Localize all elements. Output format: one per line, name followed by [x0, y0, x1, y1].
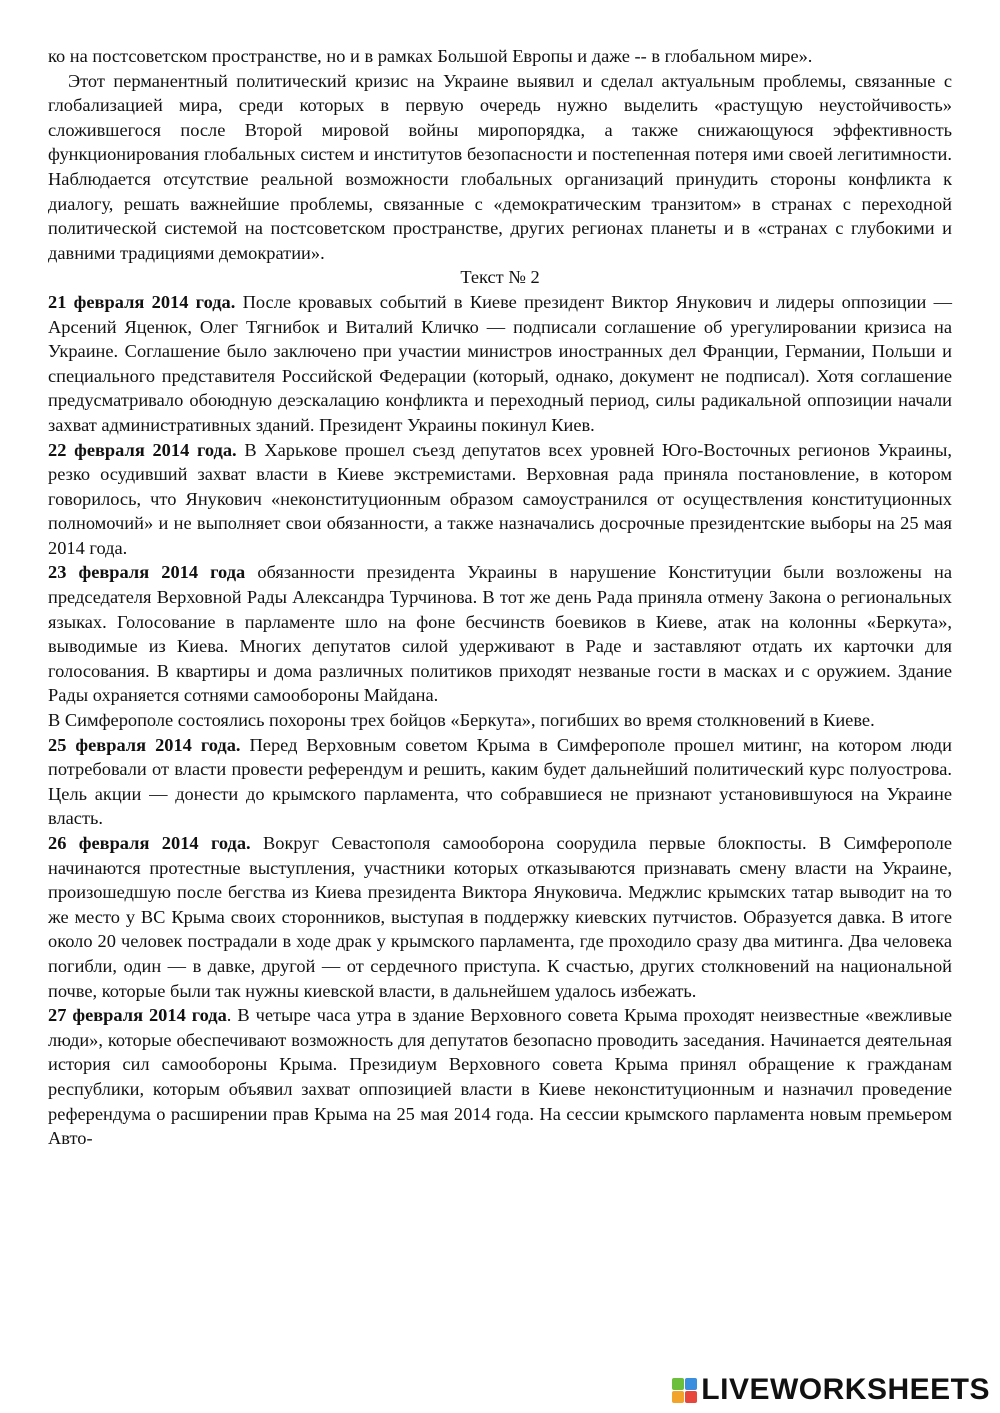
entry-text: Вокруг Севастополя самооборона соорудила первые блокпосты. В Симферополе начинаются протестные выступления, участники которых отказываются признавать смену власти на Украине, произошедшую после бегства из Киева президента Виктора Януковича. Меджлис крымских татар выводит на то же место у ВС Крыма своих сторонников, выступая в поддержку киевских путчистов. Образуется давка. В итоге около 20 человек пострадали в ходе драк у крымского парламента, где проходило сразу два митинга. Два человека погибли, один — в давке, другой — от сердечного приступа. К счастью, других столкновений на национальной почве, которые были так нужны киевской власти, в дальнейшем удалось избежать. [48, 833, 952, 1001]
paragraph-crisis: Этот перманентный политический кризис на Украине выявил и сделал актуальным проблемы, связанные с глобализацией мира, среди которых в первую очередь нужно выделить «растущую неустойчивость» сложившегося после Второй мировой войны миропорядка, а также снижающуюся эффективность функционирования глобальных систем и институтов безопасности и постепенная потеря ими своей легитимности. Наблюдается отсутствие реальной возможности глобальных организаций принудить стороны конфликта к диалогу, решать важнейшие проблемы, связанные с «демократическим транзитом» в странах с переходной политической системой на постсоветском пространстве, других регионах планеты и в «странах с глубокими и давними традициями демократии». [48, 70, 952, 263]
entry-feb-22 [48, 438, 952, 561]
entry-date: 23 февраля 2014 года [48, 562, 246, 583]
entry-date: 22 февраля 2014 года. [48, 439, 237, 460]
entry-feb-21 [48, 290, 952, 438]
entry-date: 26 февраля 2014 года. [48, 833, 251, 853]
entry-feb-23 [48, 560, 952, 708]
logo-squares-icon [672, 1378, 697, 1403]
entry-date: 25 февраля 2014 года. [48, 734, 241, 755]
entry-feb-26 [48, 831, 952, 1003]
entry-text: В Харькове прошел съезд депутатов всех уровней Юго-Восточных регионов Украины, резко осудивший захват власти в Киеве экстремистами. Верховная рада приняла постановление, в котором говорилось, что Янукович «неконституционным образом самоустранился от осуществления конституционных полномочий» и не выполняет свои обязанности, а также назначались досрочные президентские выборы на 25 мая 2014 года. [48, 439, 952, 558]
entry-date: 21 февраля 2014 года. [48, 291, 236, 312]
entry-feb-23-funeral: В Симферополе состоялись похороны трех бойцов «Беркута», погибших во время столкновений в Киеве. [48, 710, 875, 731]
liveworksheets-logo[interactable] [672, 1373, 990, 1407]
section-heading: Текст № 2 [460, 267, 540, 288]
entry-text: . В четыре часа утра в здание Верховного совета Крыма проходят неизвестные «вежливые люди», которые обеспечивают возможность для депутатов безопасно проводить заседания. Начинается деятельная история сил самообороны Крыма. Президиум Верховного совета Крыма принял обращение к гражданам республики, которым объявил захват оппозицией власти в Киеве неконституционным и назначил проведение референдума о расширении прав Крыма на 25 мая 2014 года. На сессии крымского парламента новым премьером Авто- [48, 1005, 952, 1149]
entry-feb-25 [48, 733, 952, 831]
entry-text: обязанности президента Украины в нарушение Конституции были возложены на председателя Верховной Рады Александра Турчинова. В тот же день Рада приняла отмену Закона о региональных языках. Голосование в парламенте шло на фоне бесчинств боевиков в Киеве, атак на колонны «Беркута», выводимые из Киева. Многих депутатов силой удерживают в Раде и заставляют отдать их карточки для голосования. В квартиры и дома различных политиков приходят незваные гости в масках и с оружием. Здание Рады охраняется сотнями самообороны Майдана. [48, 562, 952, 706]
entry-date: 27 февраля 2014 года [48, 1005, 227, 1026]
entry-feb-27 [48, 1003, 952, 1151]
paragraph-intro-continuation: ко на постсоветском пространстве, но и в рамках Большой Европы и даже -- в глобальном мире». [48, 46, 813, 66]
entry-text: После кровавых событий в Киеве президент Виктор Янукович и лидеры оппозиции — Арсений Яценюк, Олег Тягнибок и Виталий Кличко — подписали соглашение об урегулировании кризиса на Украине. Соглашение было заключено при участии министров иностранных дел Франции, Германии, Польши и специального представителя Российской Федерации (который, однако, документ не подписал). Хотя соглашение предусматривало обоюдную деэскалацию конфликта и переходный период, силы радикальной оппозиции начали захват административных зданий. Президент Украины покинул Киев. [48, 291, 952, 435]
entry-text: Перед Верховным советом Крыма в Симферополе прошел митинг, на котором люди потребовали от власти провести референдум и решить, каким будет дальнейший политический курс полуострова. Цель акции — донести до крымского парламента, что собравшиеся не признают установившуюся на Украине власть. [48, 734, 953, 829]
document-page [48, 44, 952, 1151]
logo-text: LIVEWORKSHEETS [701, 1373, 990, 1406]
